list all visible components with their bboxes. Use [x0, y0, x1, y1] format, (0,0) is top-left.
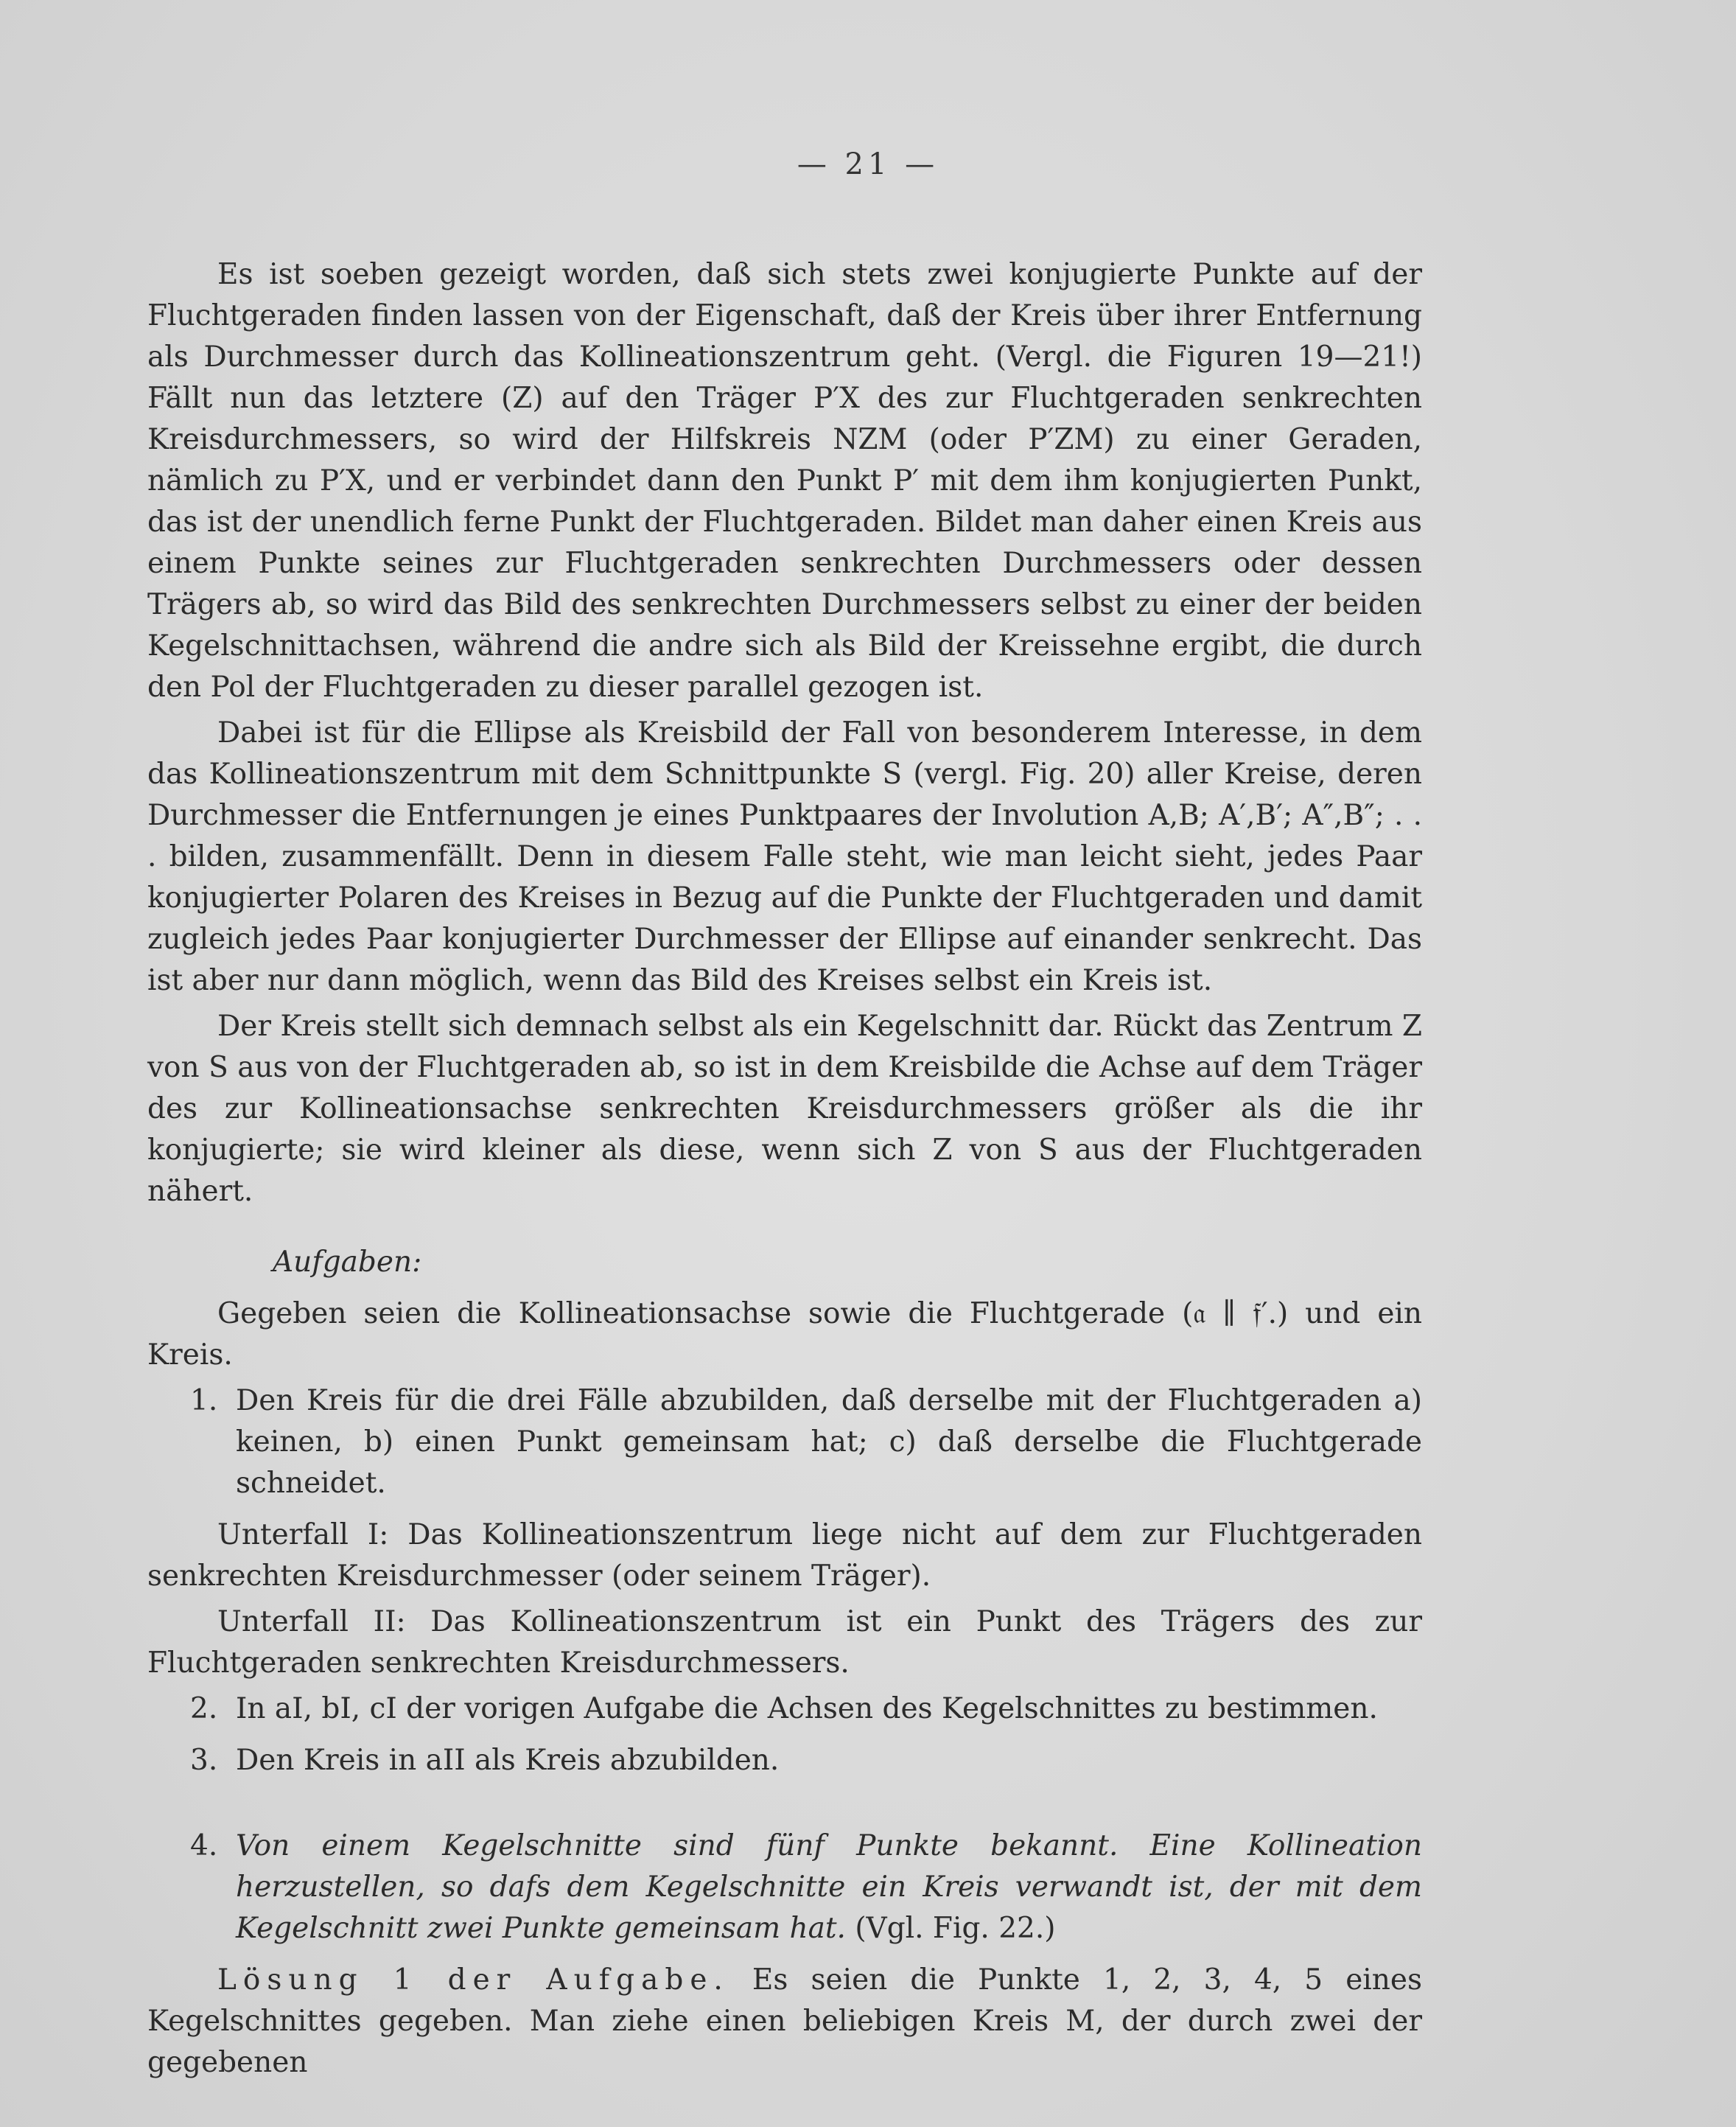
exercise-3	[147, 1740, 1422, 1781]
paragraph-3: Der Kreis stellt sich demnach selbst als ein Kegelschnitt dar. Rückt das Zentrum Z von S aus von der Fluchtgeraden ab, so ist in dem Kreisbilde die Achse auf dem Träger des zur Kollineationsachse senkrechten Kreisdurchmessers größer als die ihr konjugierte; sie wird kleiner als diese, wenn sich Z von S aus der Fluchtgeraden nähert.	[147, 1010, 1422, 1208]
exercise-4-statement: Von einem Kegelschnitte sind fünf Punkte bekannt. Eine Kollineation herzustellen, so dafs dem Kegelschnitte ein Kreis verwandt ist, der mit dem Kegelschnitt zwei Punkte gemeinsam hat.	[236, 1829, 1422, 1945]
solution-text: Es seien die Punkte 1, 2, 3, 4, 5 eines Kegelschnittes gegeben. Man ziehe einen beliebigen Kreis M, der durch zwei der gegebenen	[147, 1963, 1422, 2079]
page-number: — 21 —	[797, 147, 939, 181]
page-body	[147, 254, 1422, 2088]
exercises-heading: Aufgaben:	[273, 1246, 422, 1279]
exercises-intro: Gegeben seien die Kollineationsachse sowie die Fluchtgerade (𝔞 ∥ 𝔣′.) und ein Kreis.	[147, 1297, 1422, 1372]
paragraph-2: Dabei ist für die Ellipse als Kreisbild der Fall von besonderem Interesse, in dem das Kollineationszentrum mit dem Schnittpunkte S (vergl. Fig. 20) aller Kreise, deren Durchmesser die Entfernungen je eines Punktpaares der Involution A,B; A′,B′; A″,B″; . . . bilden, zusammenfällt. Denn in diesem Falle steht, wie man leicht sieht, jedes Paar konjugierter Polaren des Kreises in Bezug auf die Punkte der Fluchtgeraden und damit zugleich jedes Paar konjugierter Durchmesser der Ellipse auf einander senkrecht. Das ist aber nur dann möglich, wenn das Bild des Kreises selbst ein Kreis ist.	[147, 716, 1422, 997]
exercise-2	[147, 1688, 1422, 1730]
subcase-2: Unterfall II: Das Kollineationszentrum ist ein Punkt des Trägers des zur Fluchtgeraden senkrechten Kreisdurchmessers.	[147, 1605, 1422, 1680]
exercise-3-number: 3.	[190, 1744, 218, 1777]
exercise-4	[147, 1826, 1422, 1949]
exercise-4-reference: (Vgl. Fig. 22.)	[845, 1912, 1056, 1945]
exercise-4-number: 4.	[190, 1829, 218, 1862]
subcase-1: Unterfall I: Das Kollineationszentrum liege nicht auf dem zur Fluchtgeraden senkrechten Kreisdurchmesser (oder seinem Träger).	[147, 1518, 1422, 1593]
exercise-1-text: Den Kreis für die drei Fälle abzubilden, daß derselbe mit der Fluchtgeraden a) keinen, b) einen Punkt gemeinsam hat; c) daß derselbe die Fluchtgerade schneidet.	[236, 1384, 1422, 1500]
paragraph-1: Es ist soeben gezeigt worden, daß sich stets zwei konjugierte Punkte auf der Fluchtgeraden finden lassen von der Eigenschaft, daß der Kreis über ihrer Entfernung als Durchmesser durch das Kollineationszentrum geht. (Vergl. die Figuren 19—21!) Fällt nun das letztere (Z) auf den Träger P′X des zur Fluchtgeraden senkrechten Kreisdurchmessers, so wird der Hilfskreis NZM (oder P′ZM) zu einer Geraden, nämlich zu P′X, und er verbindet dann den Punkt P′ mit dem ihm konjugierten Punkt, das ist der unendlich ferne Punkt der Fluchtgeraden. Bildet man daher einen Kreis aus einem Punkte seines zur Fluchtgeraden senkrechten Durchmessers oder dessen Trägers ab, so wird das Bild des senkrechten Durchmessers selbst zu einer der beiden Kegelschnittachsen, während die andre sich als Bild der Kreissehne ergibt, die durch den Pol der Fluchtgeraden zu dieser parallel gezogen ist.	[147, 258, 1422, 704]
exercise-2-text: In aI, bI, cI der vorigen Aufgabe die Achsen des Kegelschnittes zu bestimmen.	[236, 1692, 1378, 1725]
exercise-1	[147, 1380, 1422, 1504]
exercise-3-text: Den Kreis in aII als Kreis abzubilden.	[236, 1744, 780, 1777]
exercise-1-number: 1.	[190, 1384, 218, 1417]
solution-paragraph	[147, 1960, 1422, 2084]
exercise-2-number: 2.	[190, 1692, 218, 1725]
solution-label: Lösung 1 der Aufgabe.	[217, 1963, 729, 1997]
